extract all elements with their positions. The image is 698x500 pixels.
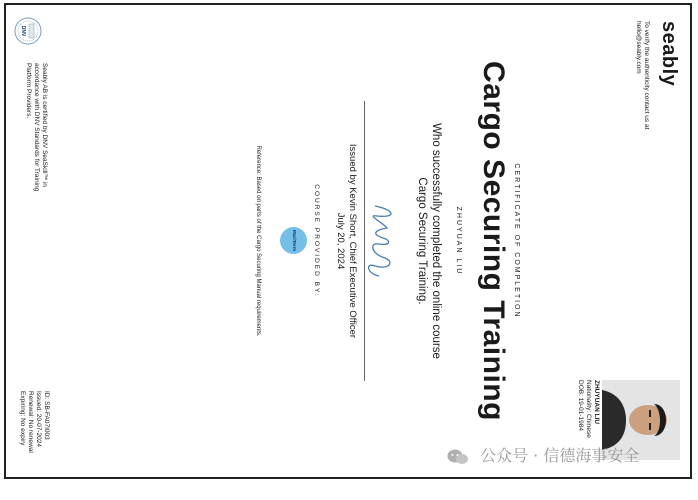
certificate-document bbox=[6, 5, 690, 477]
issue-date: July 20, 2024 bbox=[335, 212, 346, 270]
recipient-name-label: ZHUYUAN LIU bbox=[593, 380, 600, 425]
renewal-info: Renewal: No renewal bbox=[27, 391, 34, 453]
recipient-info bbox=[576, 380, 600, 500]
certificate-label: CERTIFICATE OF COMPLETION bbox=[513, 163, 520, 319]
issuer-block bbox=[334, 5, 358, 477]
svg-text:DNV: DNV bbox=[20, 25, 26, 37]
issued-by: Issued by Kevin Short, Chief Executive Officer bbox=[347, 143, 358, 339]
provided-by-label: COURSE PROVIDED BY: bbox=[313, 184, 320, 298]
nationality-label: Nationality: Chinese bbox=[585, 380, 592, 438]
wechat-watermark bbox=[447, 443, 639, 466]
certificate-frame bbox=[4, 3, 692, 479]
verification-note: To verify the authenticity contact us at hello@seably.com bbox=[635, 21, 650, 130]
certificate-ids bbox=[18, 391, 50, 473]
issued-date: Issued: 20-07-2024 bbox=[35, 391, 42, 448]
signature-line bbox=[364, 101, 365, 381]
dob-label: DOB: 19-01-1984 bbox=[577, 380, 584, 431]
dnv-logo-icon bbox=[14, 17, 42, 45]
expiry-info: Expiring: No expiry bbox=[19, 391, 26, 446]
wechat-icon bbox=[447, 448, 469, 466]
course-title: Cargo Securing Training bbox=[477, 61, 510, 421]
certificate-id: ID: SB-FA07I003 bbox=[43, 391, 50, 440]
watermark-text: 公众号 · 信德海事安全 bbox=[480, 446, 640, 465]
brand-logo: seably bbox=[658, 21, 680, 87]
recipient-name: ZHUYUAN LIU bbox=[455, 206, 462, 276]
reference-note: Reference: Based on parts of the Cargo Securing Manual requirements. bbox=[255, 145, 261, 337]
provider-logo: MariTerm bbox=[280, 227, 307, 254]
dnv-certification-statement: Seably AB is certified by DNV SeaSkill™ in accordance with DNV Standards for Training Platform Providers. bbox=[25, 63, 48, 192]
completion-description: Who successfully completed the online course Cargo Securing Training. bbox=[416, 123, 442, 359]
